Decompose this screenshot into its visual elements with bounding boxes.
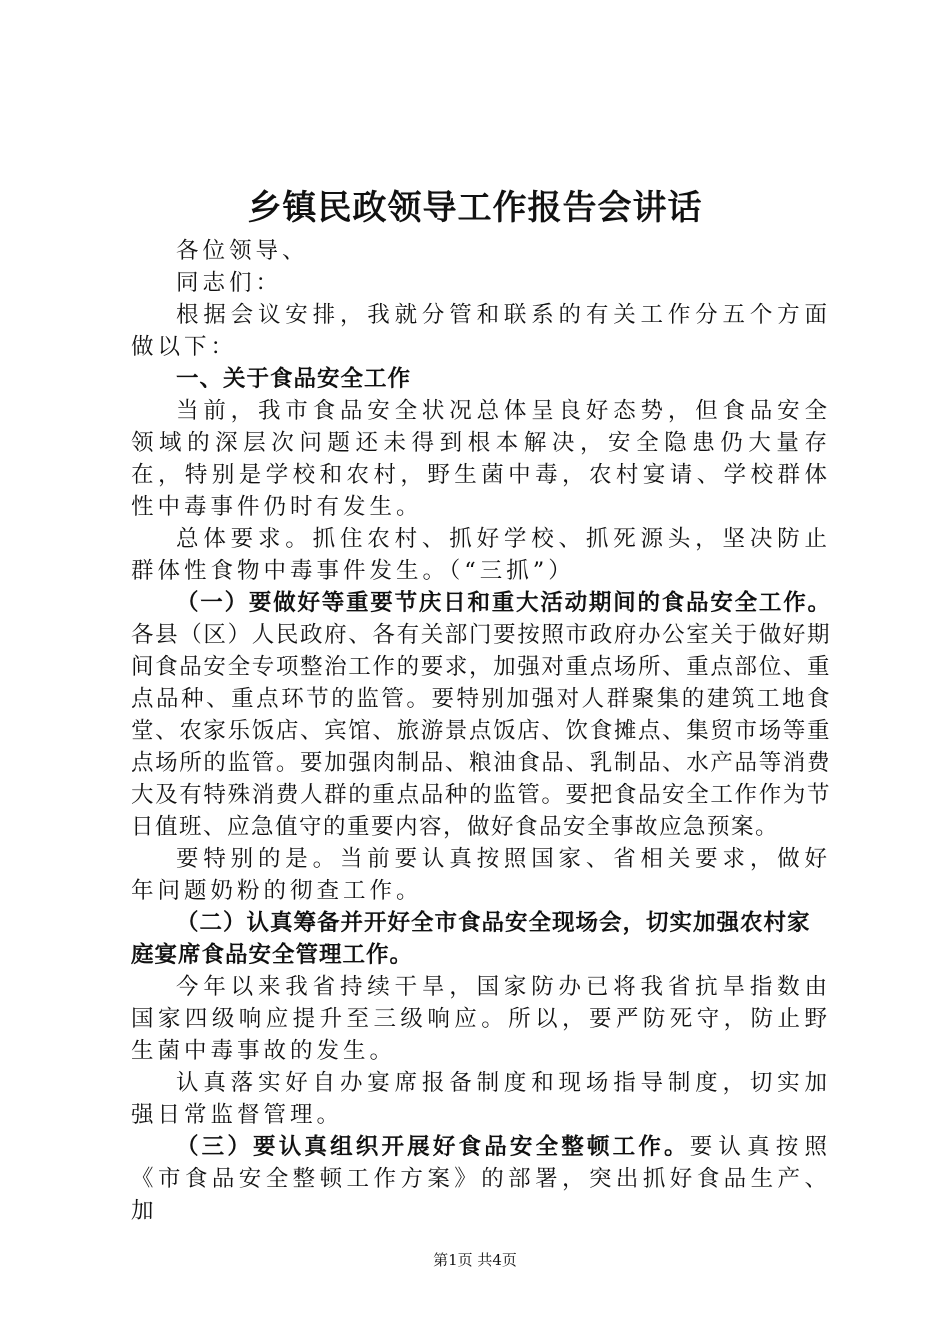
item-1-lead: （一）要做好等重要节庆日和重大活动期间的食品安全工作。	[176, 590, 831, 616]
item-1-text: 各县（区）人民政府、各有关部门要按照市政府办公室关于做好期间食品安全专项整治工作的要求，加强对重点场所、重点部位、重点品种、重点环节的监管。要特别加强对人群聚集的建筑工地食堂、农家乐饭店、宾馆、旅游景点饭店、饮食摊点、集贸市场等重点场所的监管。要加强肉制品、粮油食品、乳制品、水产品等消费大及有特殊消费人群的重点品种的监管。要把食品安全工作作为节日值班、应急值守的重要内容，做好食品安全事故应急预案。	[131, 622, 831, 840]
section-heading-food-safety: 一、关于食品安全工作	[176, 366, 412, 392]
salutation-leaders: 各位领导、	[176, 238, 309, 264]
paragraph-current-situation: 当前，我市食品安全状况总体呈良好态势，但食品安全领域的深层次问题还未得到根本解决，安全隐患仍大量存在，特别是学校和农村，野生菌中毒，农村宴请、学校群体性中毒事件仍时有发生。	[131, 398, 831, 520]
paragraph-milk-powder: 要特别的是。当前要认真按照国家、省相关要求，做好年问题奶粉的彻查工作。	[131, 846, 831, 904]
paragraph-drought: 今年以来我省持续干旱，国家防办已将我省抗旱指数由国家四级响应提升至三级响应。所以，要严防死守，防止野生菌中毒事故的发生。	[131, 974, 831, 1064]
salutation-comrades: 同志们：	[176, 270, 283, 296]
document-body	[131, 235, 831, 1227]
item-3-lead: （三）要认真组织开展好食品安全整顿工作。	[176, 1134, 690, 1160]
item-2-heading: （二）认真筹备并开好全市食品安全现场会，切实加强农村家庭宴席食品安全管理工作。	[131, 910, 811, 968]
paragraph-banquet-reporting: 认真落实好自办宴席报备制度和现场指导制度，切实加强日常监督管理。	[131, 1070, 831, 1128]
page-footer: 第1页 共4页	[433, 1251, 517, 1269]
paragraph-item-1	[131, 587, 831, 843]
document-title: 乡镇民政领导工作报告会讲话	[247, 188, 703, 228]
paragraph-item-3	[131, 1131, 831, 1227]
item-3-text: 要认真按照《市食品安全整顿工作方案》的部署，突出抓好食品生产、加	[131, 1134, 831, 1224]
intro-paragraph: 根据会议安排，我就分管和联系的有关工作分五个方面做以下：	[131, 302, 831, 360]
paragraph-overall-requirements: 总体要求。抓住农村、抓好学校、抓死源头，坚决防止群体性食物中毒事件发生。（“三抓”）	[131, 526, 831, 584]
